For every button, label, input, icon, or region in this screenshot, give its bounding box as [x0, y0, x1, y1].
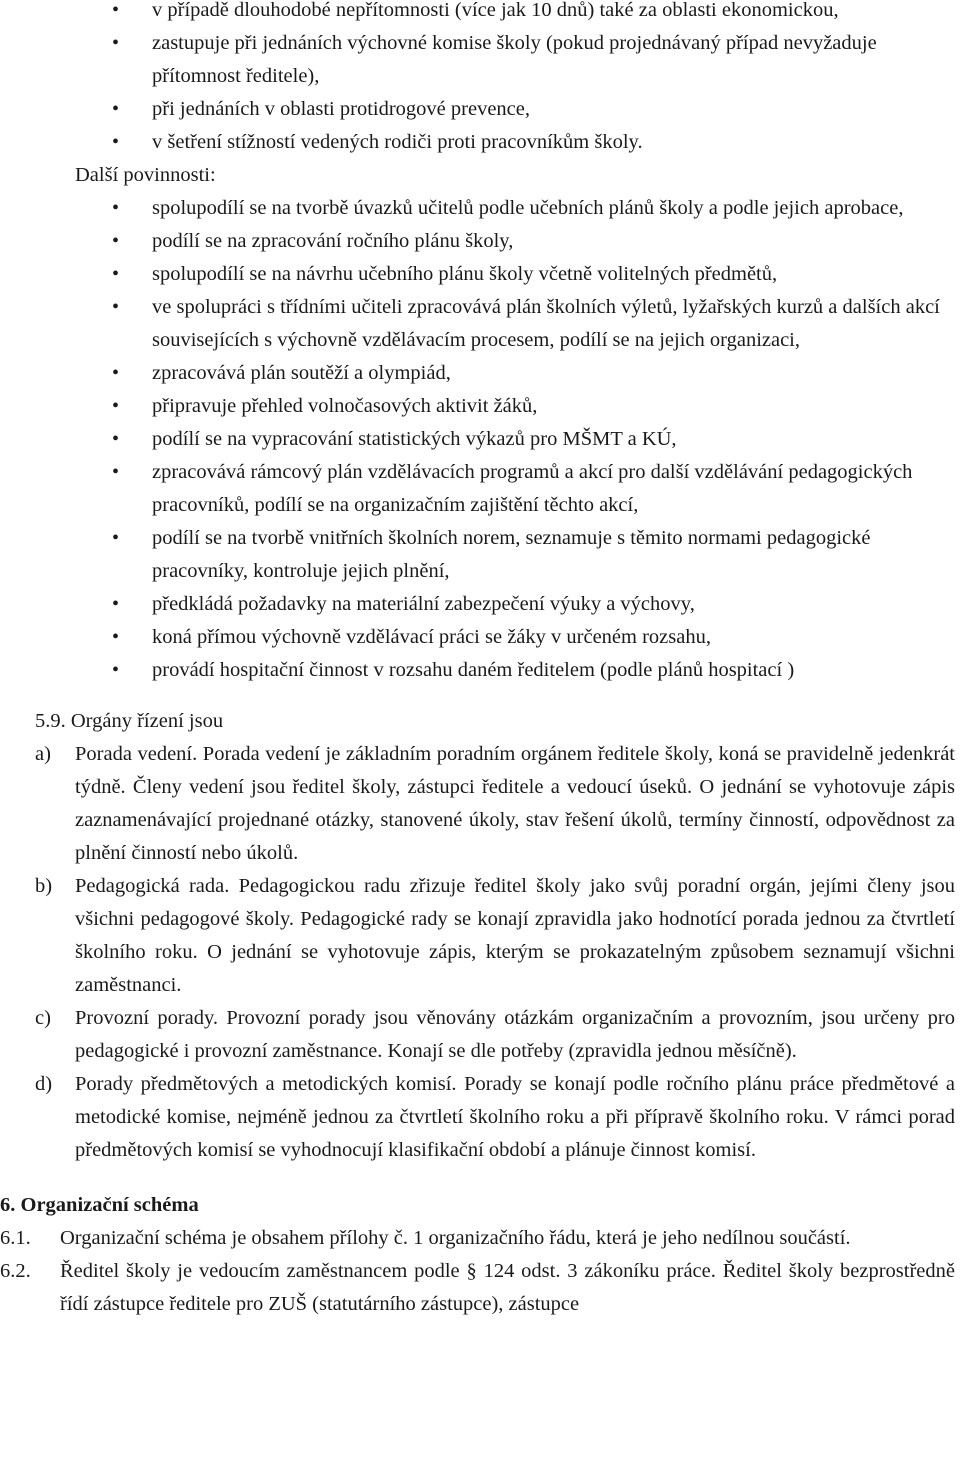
- list-item: • spolupodílí se na tvorbě úvazků učitelů podle učebních plánů školy a podle jejich aprobace,: [0, 192, 960, 225]
- item-letter: d): [35, 1073, 53, 1095]
- list-item: [0, 1222, 960, 1255]
- item-text: Ředitel školy je vedoucím zaměstnancem podle § 124 odst. 3 zákoníku práce. Ředitel školy bezprostředně řídí zástupce ředitele pro ZUŠ (statutárního zástupce), zástupce: [60, 1260, 955, 1315]
- list-item: • připravuje přehled volnočasových aktivit žáků,: [0, 390, 960, 423]
- list-item: • zastupuje při jednáních výchovné komise školy (pokud projednávaný případ nevyžaduje přítomnost ředitele),: [0, 27, 960, 93]
- list-item: • zpracovává rámcový plán vzdělávacích programů a akcí pro další vzdělávání pedagogických pracovníků, podílí se na organizačním zajištění těchto akcí,: [0, 456, 960, 522]
- list-item: [0, 1255, 960, 1321]
- list-item: • koná přímou výchovně vzdělávací práci se žáky v určeném rozsahu,: [0, 621, 960, 654]
- list-item: • zpracovává plán soutěží a olympiád,: [0, 357, 960, 390]
- item-letter: b): [35, 875, 53, 897]
- section-6-list: [0, 1222, 960, 1321]
- list-item: • při jednáních v oblasti protidrogové prevence,: [0, 93, 960, 126]
- list-item: • předkládá požadavky na materiální zabezpečení výuky a výchovy,: [0, 588, 960, 621]
- list-item: • spolupodílí se na návrhu učebního plánu školy včetně volitelných předmětů,: [0, 258, 960, 291]
- item-letter: a): [35, 743, 51, 765]
- duties-heading: Další povinnosti:: [75, 164, 216, 186]
- list-item: • podílí se na zpracování ročního plánu školy,: [0, 225, 960, 258]
- section-heading-6: 6. Organizační schéma: [0, 1194, 199, 1216]
- list-item: • podílí se na vypracování statistických výkazů pro MŠMT a KÚ,: [0, 423, 960, 456]
- list-item: [0, 1002, 960, 1068]
- list-item: • podílí se na tvorbě vnitřních školních norem, seznamuje s těmito normami pedagogické pracovníky, kontroluje jejich plnění,: [0, 522, 960, 588]
- list-item: [0, 1068, 960, 1167]
- item-number: 6.2.: [0, 1260, 31, 1282]
- item-number: 6.1.: [0, 1227, 31, 1249]
- list-item: • provádí hospitační činnost v rozsahu daném ředitelem (podle plánů hospitací ): [0, 654, 960, 687]
- item-text: Organizační schéma je obsahem přílohy č. 1 organizačního řádu, která je jeho nedílnou součástí.: [60, 1227, 851, 1249]
- item-text: Provozní porady. Provozní porady jsou věnovány otázkám organizačním a provozním, jsou určeny pro pedagogické i provozní zaměstnance. Konají se dle potřeby (zpravidla jednou měsíčně).: [75, 1007, 955, 1062]
- item-text: Porada vedení. Porada vedení je základním poradním orgánem ředitele školy, koná se pravidelně jedenkrát týdně. Členy vedení jsou ředitel školy, zástupci ředitele a vedoucí úseků. O jednání se vyhotovuje zápis zaznamenávající projednané otázky, stanovené úkoly, stav řešení úkolů, termíny činností, odpovědnost za plnění činností nebo úkolů.: [75, 743, 955, 864]
- item-text: Porady předmětových a metodických komisí. Porady se konají podle ročního plánu práce předmětové a metodické komise, nejméně jednou za čtvrtletí školního roku a při přípravě školního roku. V rámci porad předmětových komisí se vyhodnocují klasifikační období a plánuje činnost komisí.: [75, 1073, 955, 1161]
- list-item: • v případě dlouhodobé nepřítomnosti (více jak 10 dnů) také za oblasti ekonomickou,: [0, 0, 960, 27]
- bullet-list-duties: [0, 192, 960, 687]
- item-letter: c): [35, 1007, 51, 1029]
- section-heading-5-9: 5.9. Orgány řízení jsou: [35, 710, 224, 732]
- bullet-list-top: [0, 0, 960, 159]
- list-item: [0, 738, 960, 870]
- list-item: [0, 870, 960, 1002]
- list-item: • ve spolupráci s třídními učiteli zpracovává plán školních výletů, lyžařských kurzů a dalších akcí souvisejících s výchovně vzdělávacím procesem, podílí se na jejich organizaci,: [0, 291, 960, 357]
- list-item: • v šetření stížností vedených rodiči proti pracovníkům školy.: [0, 126, 960, 159]
- item-text: Pedagogická rada. Pedagogickou radu zřizuje ředitel školy jako svůj poradní orgán, jejími členy jsou všichni pedagogové školy. Pedagogické rady se konají zpravidla jako hodnotící porada jednou za čtvrtletí školního roku. O jednání se vyhotovuje zápis, kterým se prokazatelným způsobem seznamují všichni zaměstnanci.: [75, 875, 955, 996]
- organs-list: [0, 738, 960, 1167]
